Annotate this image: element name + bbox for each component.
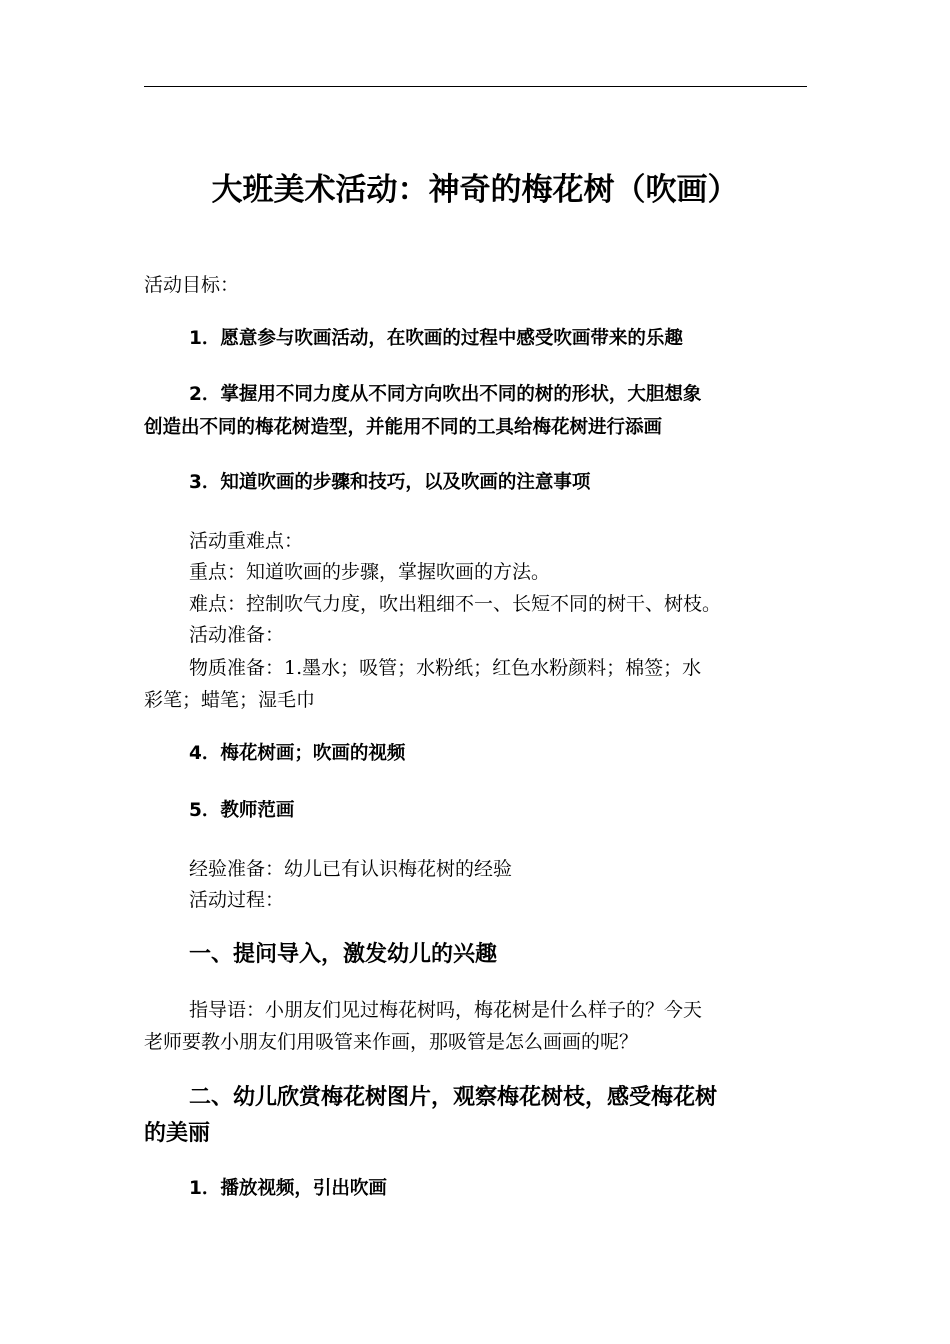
difficulty-point: 难点：控制吹气力度，吹出粗细不一、长短不同的树干、树枝。 xyxy=(189,593,722,615)
guide-line-2: 老师要教小朋友们用吸管来作画，那吸管是怎么画画的呢？ xyxy=(144,1031,639,1053)
key-point: 重点：知道吹画的步骤，掌握吹画的方法。 xyxy=(189,561,551,583)
goal-1: 1．愿意参与吹画活动，在吹画的过程中感受吹画带来的乐趣 xyxy=(189,328,683,349)
materials-line-1: 物质准备：1.墨水；吸管；水粉纸；红色水粉颜料；棉签；水 xyxy=(189,657,702,679)
prep-item-4: 4．梅花树画；吹画的视频 xyxy=(189,743,406,764)
page-title: 大班美术活动：神奇的梅花树（吹画） xyxy=(211,172,739,208)
objectives-label: 活动目标： xyxy=(144,274,240,296)
guide-line-1: 指导语：小朋友们见过梅花树吗，梅花树是什么样子的？今天 xyxy=(189,999,703,1021)
header-rule xyxy=(144,86,807,87)
process-label: 活动过程： xyxy=(189,889,285,911)
prep-item-5: 5．教师范画 xyxy=(189,800,295,821)
experience-prep: 经验准备：幼儿已有认识梅花树的经验 xyxy=(189,858,513,880)
goal-2-line-1: 2．掌握用不同力度从不同方向吹出不同的树的形状，大胆想象 xyxy=(189,384,702,405)
goal-2-line-2: 创造出不同的梅花树造型，并能用不同的工具给梅花树进行添画 xyxy=(144,417,663,438)
section-2-heading-line-2: 的美丽 xyxy=(144,1121,211,1146)
section-2-heading-line-1: 二、幼儿欣赏梅花树图片，观察梅花树枝，感受梅花树 xyxy=(189,1085,718,1110)
preparation-label: 活动准备： xyxy=(189,624,285,646)
key-points-label: 活动重难点： xyxy=(189,530,304,552)
section-1-heading: 一、提问导入，激发幼儿的兴趣 xyxy=(189,942,498,967)
step-1: 1．播放视频，引出吹画 xyxy=(189,1178,387,1199)
materials-line-2: 彩笔；蜡笔；湿毛巾 xyxy=(144,689,316,711)
goal-3: 3．知道吹画的步骤和技巧，以及吹画的注意事项 xyxy=(189,472,591,493)
